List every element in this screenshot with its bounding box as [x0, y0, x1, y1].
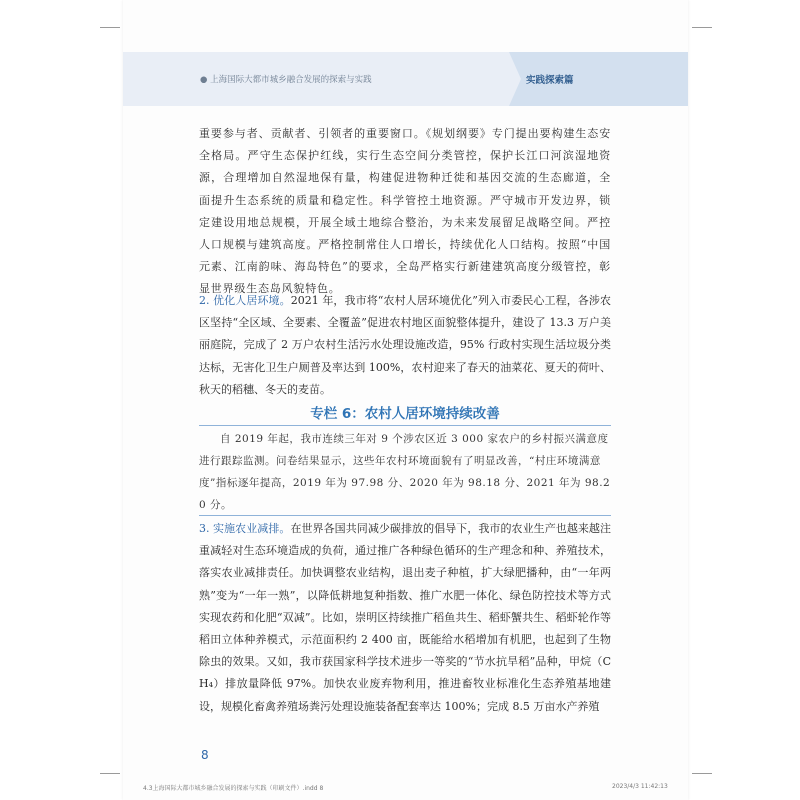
paragraph-agri-emissions: [199, 518, 611, 718]
section-label: 实践探索篇: [526, 75, 574, 86]
book-title: ● 上海国际大都市城乡融合发展的探索与实践: [200, 75, 372, 85]
crop-mark: [692, 773, 712, 774]
box-body: 自 2019 年起，我市连续三年对 9 个涉农区近 3 000 家农户的乡村振兴满意度进行跟踪监测。问卷结果显示，这些年农村环境面貌有了明显改善，“村庄环境满意度”指标逐年提高，2019 年为 97.98 分、2020 年为 98.18 分、2021 年为 98.20 分。: [199, 433, 611, 511]
box-top-rule: [199, 425, 611, 426]
box-bottom-rule: [199, 515, 611, 516]
print-slug: 4.3上海国际大都市城乡融合发展的探索与实践（印刷文件）.indd 8: [143, 785, 324, 792]
paragraph-living-environment: [199, 290, 611, 401]
crop-mark: [100, 27, 120, 28]
crop-mark: [692, 27, 712, 28]
page-number: 8: [201, 748, 209, 762]
crop-mark: [100, 773, 120, 774]
paragraph-text: 2021 年，我市将“农村人居环境优化”列入市委民心工程，各涉农区坚持“全区域、全要素、全覆盖”促进农村地区面貌整体提升，建设了 13.3 万户美丽庭院，完成了 2 万户农村生活污水处理设施改造，95% 行政村实现生活垃圾分类达标，无害化卫生户厕普及率达到 100%，农村迎来了春天的油菜花、夏天的荷叶、秋天的稻穗、冬天的麦苗。: [199, 294, 611, 396]
print-timestamp: 2023/4/3 11:42:13: [612, 783, 668, 790]
paragraph-lead: 3. 实施农业减排。: [199, 522, 291, 535]
paragraph-ecology: 重要参与者、贡献者、引领者的重要窗口。《规划纲要》专门提出要构建生态安全格局。严守生态保护红线，实行生态空间分类管控，保护长江口河滨湿地资源，合理增加自然湿地保有量，构建促进物种迁徙和基因交流的生态廊道，全面提升生态系统的质量和稳定性。科学管控土地资源。严守城市开发边界，锁定建设用地总规模，开展全域土地综合整治，为未来发展留足战略空间。严控人口规模与建筑高度。严格控制常住人口增长，持续优化人口结构。按照“中国元素、江南韵味、海岛特色”的要求，全岛严格实行新建建筑高度分级管控，彰显世界级生态岛风貌特色。: [199, 127, 611, 296]
sidebar-box-title: 专栏 6：农村人居环境持续改善: [310, 406, 500, 422]
paragraph-text: 在世界各国共同减少碳排放的倡导下，我市的农业生产也越来越注重减轻对生态环境造成的负荷，通过推广各种绿色循环的生产理念和种、养殖技术，落实农业减排责任。加快调整农业结构，退出麦子种植，扩大绿肥播种，由“一年两熟”变为“一年一熟”，以降低耕地复种指数、推广水肥一体化、绿色防控技术等方式实现农药和化肥“双减”。比如，崇明区持续推广稻鱼共生、稻虾蟹共生、稻虾轮作等稻田立体种养模式，示范面积约 2 400 亩，既能给水稻增加有机肥，也起到了生物除虫的效果。又如，我市获国家科学技术进步一等奖的“节水抗旱稻”品种，甲烷（CH₄）排放量降低 97%。加快农业废弃物利用，推进畜牧业标准化生态养殖基地建设，规模化畜禽养殖场粪污处理设施装备配套率达 100%；完成 8.5 万亩水产养殖: [199, 522, 611, 713]
paragraph-lead: 2. 优化人居环境。: [199, 294, 291, 307]
sidebar-box-text: [199, 428, 611, 516]
